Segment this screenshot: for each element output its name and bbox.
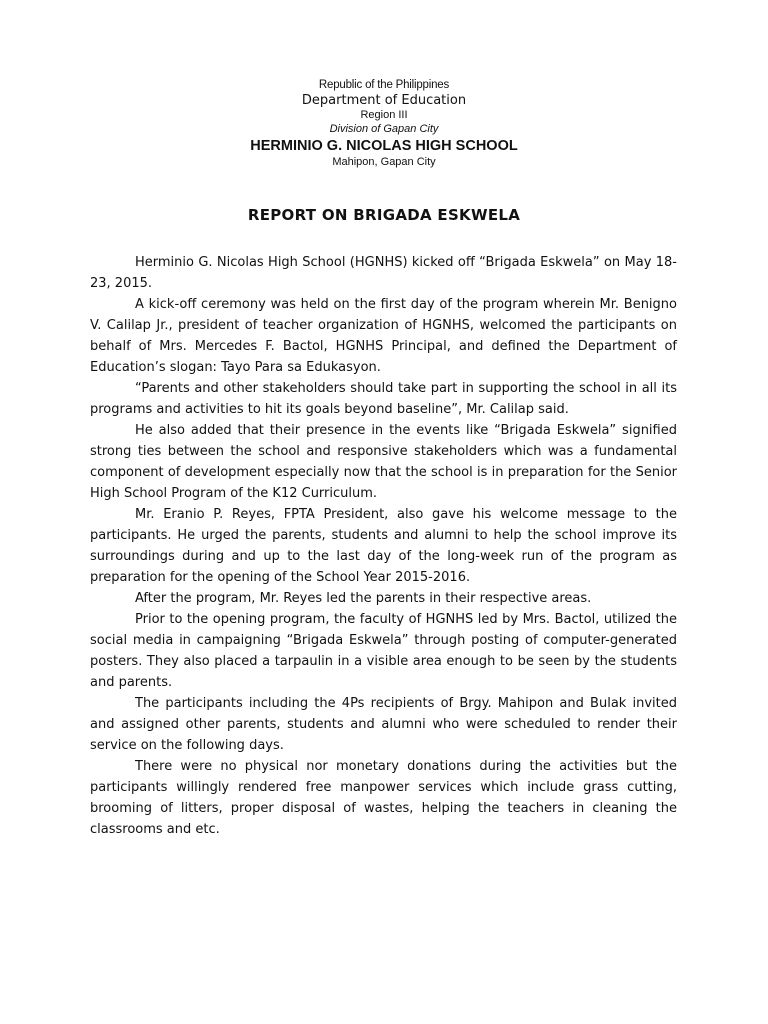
paragraph: After the program, Mr. Reyes led the parents in their respective areas. (135, 591, 592, 606)
republic-line: Republic of the Philippines (318, 79, 450, 91)
division-line: Division of Gapan City (329, 123, 439, 135)
paragraph: “Parents and other stakeholders should take part in supporting the school in all its programs and activities to hit its goals beyond baseline”, Mr. Calilap said. (90, 381, 677, 417)
school-address: Mahipon, Gapan City (332, 156, 436, 168)
paragraph: There were no physical nor monetary donations during the activities but the participants willingly rendered free manpower services which include grass cutting, brooming of litters, proper disposal of wastes, helping the teachers in cleaning the classrooms and etc. (90, 759, 677, 837)
paragraph: A kick-off ceremony was held on the first day of the program wherein Mr. Benigno V. Calilap Jr., president of teacher organization of HGNHS, welcomed the participants on behalf of Mrs. Mercedes F. Bactol, HGNHS Principal, and defined the Department of Education’s slogan: Tayo Para sa Edukasyon. (90, 297, 677, 375)
paragraph: He also added that their presence in the events like “Brigada Eskwela” signified strong ties between the school and responsive stakeholders which was a fundamental component of development especially now that the school is in preparation for the Senior High School Program of the K12 Curriculum. (90, 423, 677, 501)
paragraph: Prior to the opening program, the faculty of HGNHS led by Mrs. Bactol, utilized the social media in campaigning “Brigada Eskwela” through posting of computer-generated posters. They also placed a tarpaulin in a visible area enough to be seen by the students and parents. (90, 612, 677, 690)
paragraph: The participants including the 4Ps recipients of Brgy. Mahipon and Bulak invited and assigned other parents, students and alumni who were scheduled to render their service on the following days. (90, 696, 677, 753)
report-title: REPORT ON BRIGADA ESKWELA (247, 206, 521, 224)
report-body (90, 252, 677, 840)
paragraph: Herminio G. Nicolas High School (HGNHS) kicked off “Brigada Eskwela” on May 18-23, 2015. (90, 255, 677, 291)
school-name: HERMINIO G. NICOLAS HIGH SCHOOL (250, 138, 518, 154)
paragraph: Mr. Eranio P. Reyes, FPTA President, also gave his welcome message to the participants. He urged the parents, students and alumni to help the school improve its surroundings during and up to the last day of the long-week run of the program as preparation for the opening of the School Year 2015-2016. (90, 507, 677, 585)
department-line: Department of Education (301, 93, 467, 108)
letterhead (0, 78, 768, 169)
region-line: Region III (360, 109, 408, 121)
